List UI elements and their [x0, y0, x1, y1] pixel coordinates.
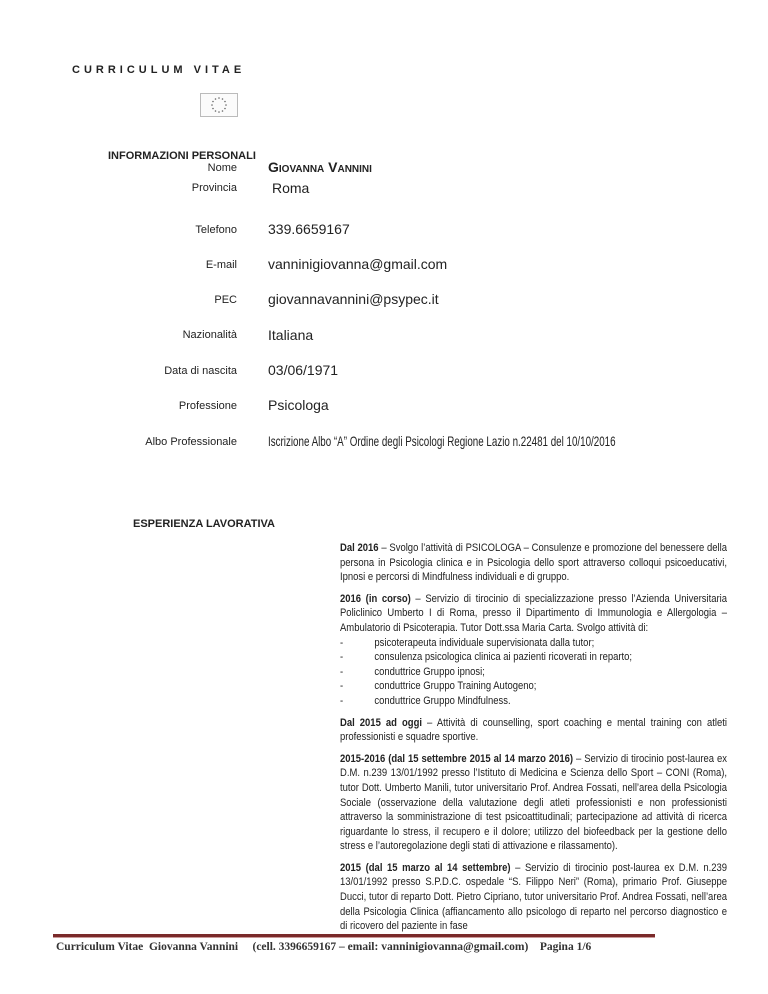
experience-entry: [340, 541, 727, 585]
value-email: vanninigiovanna@gmail.com: [268, 256, 448, 272]
entry-text: – Servizio di tirocinio post-laurea ex D.M. n.239 13/01/1992 presso S.P.D.C. ospedale “S. Filippo Neri” (Roma), primario Prof. Giuseppe Ducci, tutor di reparto Dott. Pietro Cipriano, tutor universitario Prof. Andrea Fossati, nell’area della Psicologia Clinica (affiancamento allo psicologo di reparto nel percorso diagnostico e di ricovero del paziente in fase: [340, 861, 727, 933]
experience-entry: [340, 716, 727, 745]
list-item: - conduttrice Gruppo Training Autogeno;: [340, 679, 727, 694]
entry-text: – Servizio di tirocinio di specializzazione presso l’Azienda Universitaria Policlinico Umberto I di Roma, presso il Dipartimento di Immunologia e Allergologia – Ambulatorio di Psicoterapia. Tutor Dott.ssa Maria Carta. Svolgo attività di:: [340, 592, 727, 634]
label-albo: Albo Professionale: [145, 436, 237, 448]
value-nazionalita: Italiana: [268, 327, 314, 343]
section-experience: ESPERIENZA LAVORATIVA: [133, 518, 275, 530]
footer-name: Curriculum Vitae Giovanna Vannini: [56, 941, 239, 953]
footer-rule: [53, 934, 655, 938]
footer-contact: (cell. 3396659167 – email: vanninigiovanna@gmail.com): [252, 941, 529, 953]
label-data-nascita: Data di nascita: [164, 365, 237, 377]
label-pec: PEC: [214, 294, 237, 306]
experience-list: [340, 541, 727, 941]
value-albo: Iscrizione Albo “A” Ordine degli Psicologi Regione Lazio n.22481 del 10/10/2016: [268, 433, 616, 449]
footer: [56, 941, 591, 953]
document-title: CURRICULUM VITAE: [72, 64, 246, 76]
entry-text: – Attività di counselling, sport coaching e mental training con atleti professionisti e squadre sportive.: [340, 716, 727, 744]
list-item: - conduttrice Gruppo Mindfulness.: [340, 694, 727, 709]
page-number: Pagina 1/6: [539, 941, 592, 953]
experience-entry: [340, 752, 727, 854]
label-nazionalita: Nazionalità: [182, 329, 237, 341]
eu-flag-icon: [200, 93, 238, 117]
value-pec: giovannavannini@psypec.it: [268, 291, 439, 307]
list-item: - psicoterapeuta individuale supervisionata dalla tutor;: [340, 636, 727, 651]
label-professione: Professione: [178, 400, 237, 412]
section-personal-info: INFORMAZIONI PERSONALI: [108, 150, 256, 162]
list-item: - consulenza psicologica clinica ai pazienti ricoverati in reparto;: [340, 650, 727, 665]
entry-text: – Svolgo l’attività di PSICOLOGA – Consulenze e promozione del benessere della persona in Psicologia clinica e in Psicologia dello sport attraverso colloqui psicoeducativi, Ipnosi e percorsi di Mindfulness individuali e di gruppo.: [340, 542, 728, 584]
value-professione: Psicologa: [268, 397, 329, 413]
entry-text: – Servizio di tirocinio post-laurea ex D.M. n.239 13/01/1992 presso l’Istituto di Medicina e Scienza dello Sport – CONI (Roma), tutor Dott. Umberto Manili, tutor universitario Prof. Andrea Fossati, nell’area della Psicologia Sociale (osservazione della valutazione degli atleti professionisti e non professionisti attraverso la somministrazione di test psicoattitudinali; partecipazione ad attività di ricerca riguardante lo stress, il recupero e il dolore; utilizzo del biofeedback per la gestione dello stress e l’autoregolazione degli stati di attivazione e rilassamento).: [340, 752, 727, 853]
list-item: - conduttrice Gruppo ipnosi;: [340, 665, 727, 680]
label-email: E-mail: [205, 259, 237, 271]
experience-entry: [340, 592, 727, 709]
label-telefono: Telefono: [195, 224, 237, 236]
entry-date: 2016 (in corso): [340, 592, 411, 605]
label-provincia: Provincia: [191, 182, 237, 194]
entry-date: Dal 2015 ad oggi: [340, 716, 422, 729]
label-nome: Nome: [207, 162, 237, 174]
value-provincia: Roma: [272, 180, 310, 196]
value-telefono: 339.6659167: [268, 221, 350, 237]
value-data-nascita: 03/06/1971: [268, 362, 339, 378]
activity-list: [340, 636, 727, 709]
experience-entry: [340, 861, 727, 934]
value-nome: Giovanna Vannini: [268, 159, 372, 175]
entry-date: 2015-2016 (dal 15 settembre 2015 al 14 marzo 2016): [340, 752, 574, 765]
entry-date: Dal 2016: [340, 542, 379, 554]
entry-date: 2015 (dal 15 marzo al 14 settembre): [340, 861, 511, 874]
